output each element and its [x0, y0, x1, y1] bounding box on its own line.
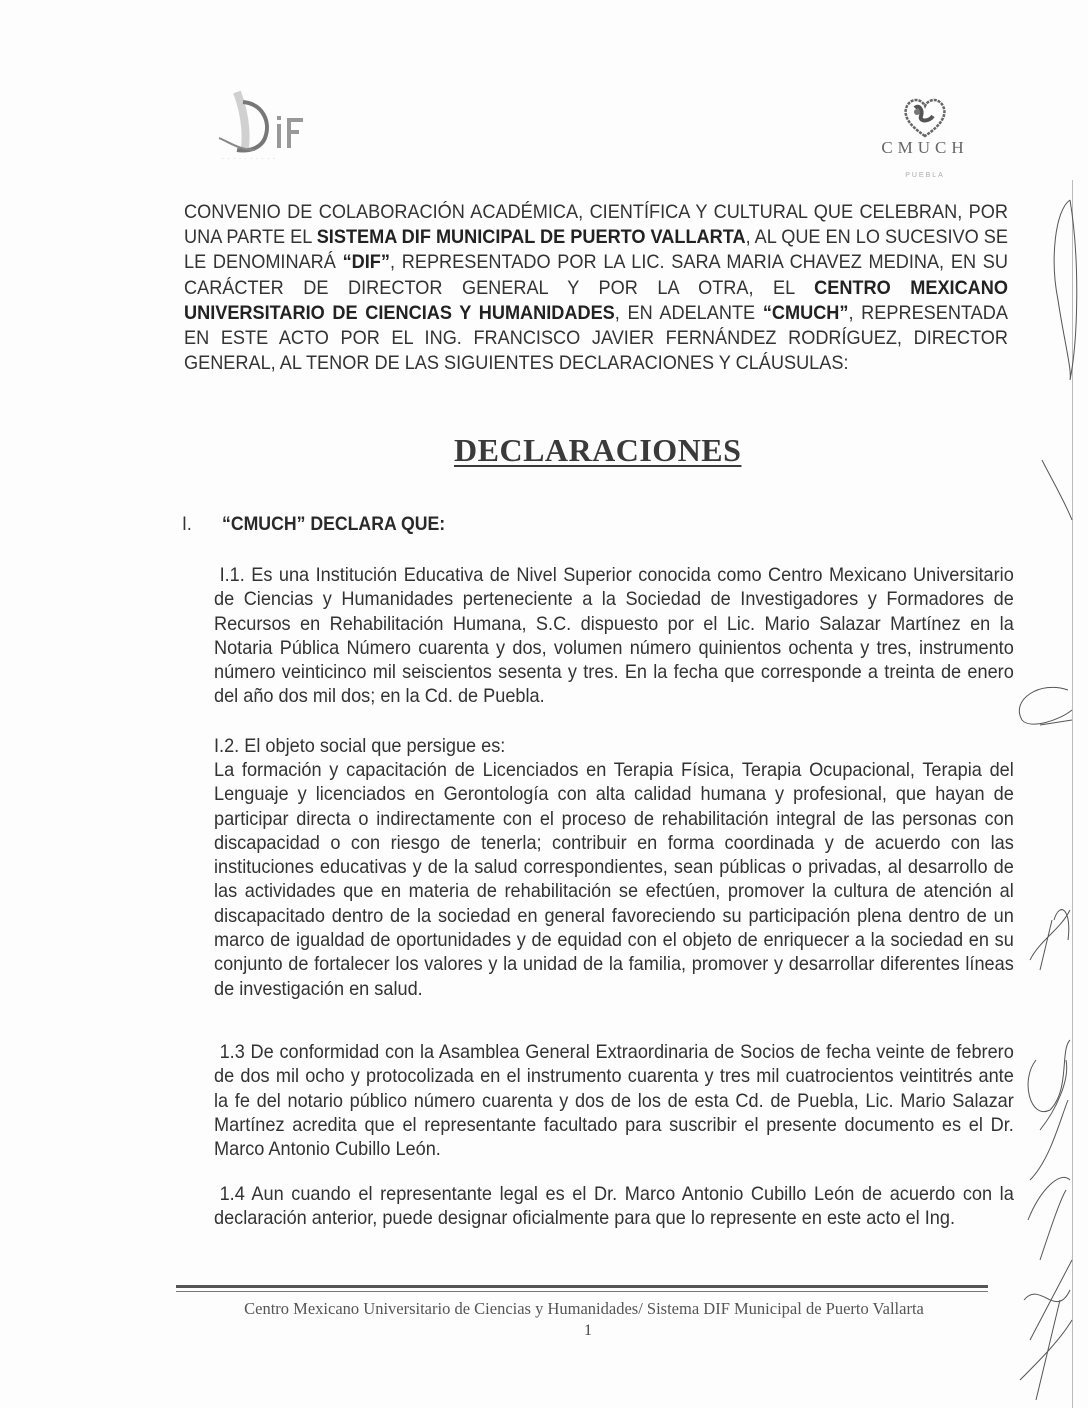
intro-text: , AL QUE EN LO SUCESIVO SE LE DENOMINARÁ	[184, 226, 1008, 274]
margin-signatures-icon	[1000, 180, 1088, 1408]
intro-text: , EN ADELANTE	[614, 301, 763, 324]
cmuch-logo-subtitle: PUEBLA	[905, 172, 945, 179]
footer-divider-thin	[176, 1291, 988, 1292]
declaration-1-1	[214, 563, 1014, 709]
section-label: “CMUCH” DECLARA QUE:	[221, 514, 446, 535]
cmuch-logo-name: CMUCH	[881, 138, 969, 157]
paragraph-text: 1.4 Aun cuando el representante legal es el Dr. Marco Antonio Cubillo León de acuerdo con la declaración anterior, puede designar oficialmente para que lo represente en este acto el Ing.	[214, 1183, 1014, 1230]
paragraph-text: I.1. Es una Institución Educativa de Nivel Superior conocida como Centro Mexicano Universitario de Ciencias y Humanidades perteneciente a la Sociedad de Investigadores y Formadores de Recursos en Rehabilitación Humana, S.C. dispuesto por el Lic. Mario Salazar Martínez en la Notaria Pública Número cuarenta y dos, volumen número quinientos ochenta y tres, instrumento número veinticinco mil seiscientos sesenta y tres. En la fecha que corresponde a treinta de enero del año dos mil dos; en la Cd. de Puebla.	[214, 564, 1014, 708]
declaration-1-2-title: I.2. El objeto social que persigue es:	[214, 735, 506, 757]
intro-text: , REPRESENTADA EN ESTE ACTO POR EL ING. FRANCISCO JAVIER FERNÁNDEZ RODRÍGUEZ, DIRECTOR GENERAL, AL TENOR DE LAS SIGUIENTES DECLARACIONES Y CLÁUSULAS:	[184, 301, 1008, 375]
declaration-1-4	[214, 1182, 1014, 1231]
agreement-intro	[184, 200, 1008, 376]
cmuch-abbrev: “CMUCH”	[762, 301, 849, 324]
declaration-1-2: La formación y capacitación de Licenciados en Terapia Física, Terapia Ocupacional, Terapia del Lenguaje y licenciados en Gerontología con alta calidad humana y profesional, que hayan de participar directa o indirectamente con el proceso de rehabilitación integral de las personas con discapacidad o con riesgo de tenerla; contribuir en forma coordinada y de acuerdo con las instituciones educativas y de la salud correspondientes, sean públicas o privadas, al desarrollo de las actividades que en materia de rehabilitación se efectúen, promover la cultura de atención al discapacitado dentro de la sociedad en general favoreciendo su participación plena dentro de un marco de igualdad de oportunidades y de equidad con el objeto de enriquecer a la sociedad en su conjunto de fortalecer los valores y la unidad de la familia, promover y desarrollar diferentes líneas de investigación en salud.	[214, 759, 1014, 1000]
declarations-heading: DECLARACIONES	[454, 432, 742, 468]
cmuch-logo	[870, 96, 980, 186]
intro-text: , REPRESENTADO POR LA LIC. SARA MARIA CHAVEZ MEDINA, EN SU CARÁCTER DE DIRECTOR GENERAL Y POR LA OTRA, EL	[184, 251, 1008, 299]
footer-text: Centro Mexicano Universitario de Ciencias y Humanidades/ Sistema DIF Municipal de Puerto Vallarta	[244, 1299, 924, 1318]
footer-divider	[176, 1285, 988, 1288]
section-number: I.	[182, 514, 192, 535]
intro-text: CONVENIO DE COLABORACIÓN ACADÉMICA, CIENTÍFICA Y CULTURAL QUE CELEBRAN, POR UNA PARTE EL	[184, 201, 1008, 249]
dif-abbrev: “DIF”	[342, 251, 390, 274]
dif-logo-icon	[215, 88, 325, 158]
cmuch-heart-icon	[901, 96, 949, 138]
cmuch-entity-name: CENTRO MEXICANO UNIVERSITARIO DE CIENCIAS Y HUMANIDADES	[184, 276, 1008, 324]
section-title	[182, 514, 445, 536]
paragraph-text: 1.3 De conformidad con la Asamblea General Extraordinaria de Socios de fecha veinte de febrero de dos mil ocho y protocolizada en el instrumento cuarenta y tres mil cuatrocientos veintitrés ante la fe del notario público número cuarenta y dos de los de esta Cd. de Puebla, Lic. Mario Salazar Martínez acredita que el representante facultado para suscribir el presente documento es el Dr. Marco Antonio Cubillo León.	[214, 1041, 1014, 1161]
page-number: 1	[584, 1322, 592, 1339]
dif-logo-subtitle: · · · · · · · · · ·	[222, 156, 276, 162]
declaration-1-3	[214, 1040, 1014, 1161]
dif-entity-name: SISTEMA DIF MUNICIPAL DE PUERTO VALLARTA	[316, 226, 746, 249]
